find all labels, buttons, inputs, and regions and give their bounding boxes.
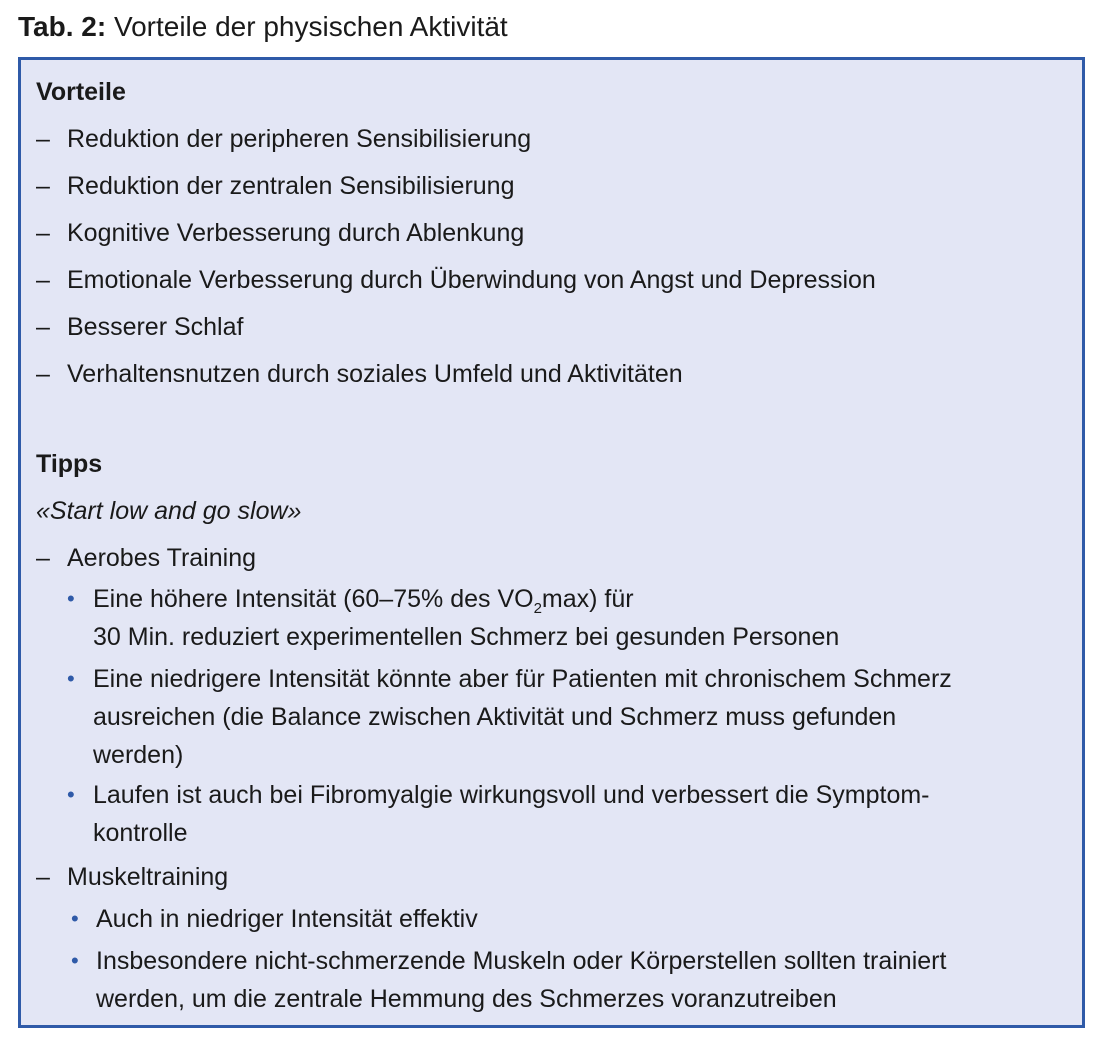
muskeltraining-label: Muskeltraining [67, 863, 229, 891]
dash-marker: – [36, 360, 50, 388]
bullet-marker: • [67, 586, 75, 611]
table-title [18, 9, 508, 45]
aerobes-training-label: Aerobes Training [67, 544, 257, 572]
aerobes-bullet-3-line-1: Laufen ist auch bei Fibromyalgie wirkungsvoll und verbessert die Symptom- [93, 781, 930, 809]
vorteil-item: Kognitive Verbesserung durch Ablenkung [67, 219, 525, 247]
muskel-bullet-2-line-1: Insbesondere nicht-schmerzende Muskeln oder Körperstellen sollten trainiert [96, 947, 947, 975]
dash-marker: – [36, 544, 50, 572]
vorteil-item: Emotionale Verbesserung durch Überwindung von Angst und Depression [67, 266, 876, 294]
vorteil-item: Besserer Schlaf [67, 313, 244, 341]
table-number: Tab. 2: [18, 11, 107, 42]
aerobes-bullet-1-line-2: 30 Min. reduziert experimentellen Schmerz bei gesunden Personen [93, 623, 840, 651]
vorteil-item: Reduktion der zentralen Sensibilisierung [67, 172, 515, 200]
aerobes-bullet-2-line-3: werden) [93, 741, 184, 769]
dash-marker: – [36, 863, 50, 891]
bullet-marker: • [67, 782, 75, 807]
aerobes-bullet-3-line-2: kontrolle [93, 819, 188, 847]
aerobes-bullet-1-line-1: Eine höhere Intensität (60–75% des $VO_2\max$) für [93, 585, 634, 617]
aerobes-bullet-2-line-1: Eine niedrigere Intensität könnte aber für Patienten mit chronischem Schmerz [93, 665, 952, 693]
aerobes-bullet-2-line-2: ausreichen (die Balance zwischen Aktivität und Schmerz muss gefunden [93, 703, 897, 731]
dash-marker: – [36, 313, 50, 341]
dash-marker: – [36, 125, 50, 153]
muskel-bullet-1-line-1: Auch in niedriger Intensität effektiv [96, 905, 478, 933]
table-caption: Vorteile der physischen Aktivität [113, 11, 508, 42]
bullet-marker: • [67, 666, 75, 691]
dash-marker: – [36, 266, 50, 294]
bullet-marker: • [71, 948, 79, 973]
dash-marker: – [36, 172, 50, 200]
content-box [18, 57, 1085, 1028]
dash-marker: – [36, 219, 50, 247]
vorteile-heading: Vorteile [36, 78, 126, 106]
vorteil-item: Verhaltensnutzen durch soziales Umfeld und Aktivitäten [67, 360, 683, 388]
tipps-motto: «Start low and go slow» [36, 497, 302, 525]
tipps-heading: Tipps [36, 450, 103, 478]
bullet-marker: • [71, 906, 79, 931]
vorteil-item: Reduktion der peripheren Sensibilisierung [67, 125, 532, 153]
muskel-bullet-2-line-2: werden, um die zentrale Hemmung des Schmerzes voranzutreiben [96, 985, 837, 1013]
